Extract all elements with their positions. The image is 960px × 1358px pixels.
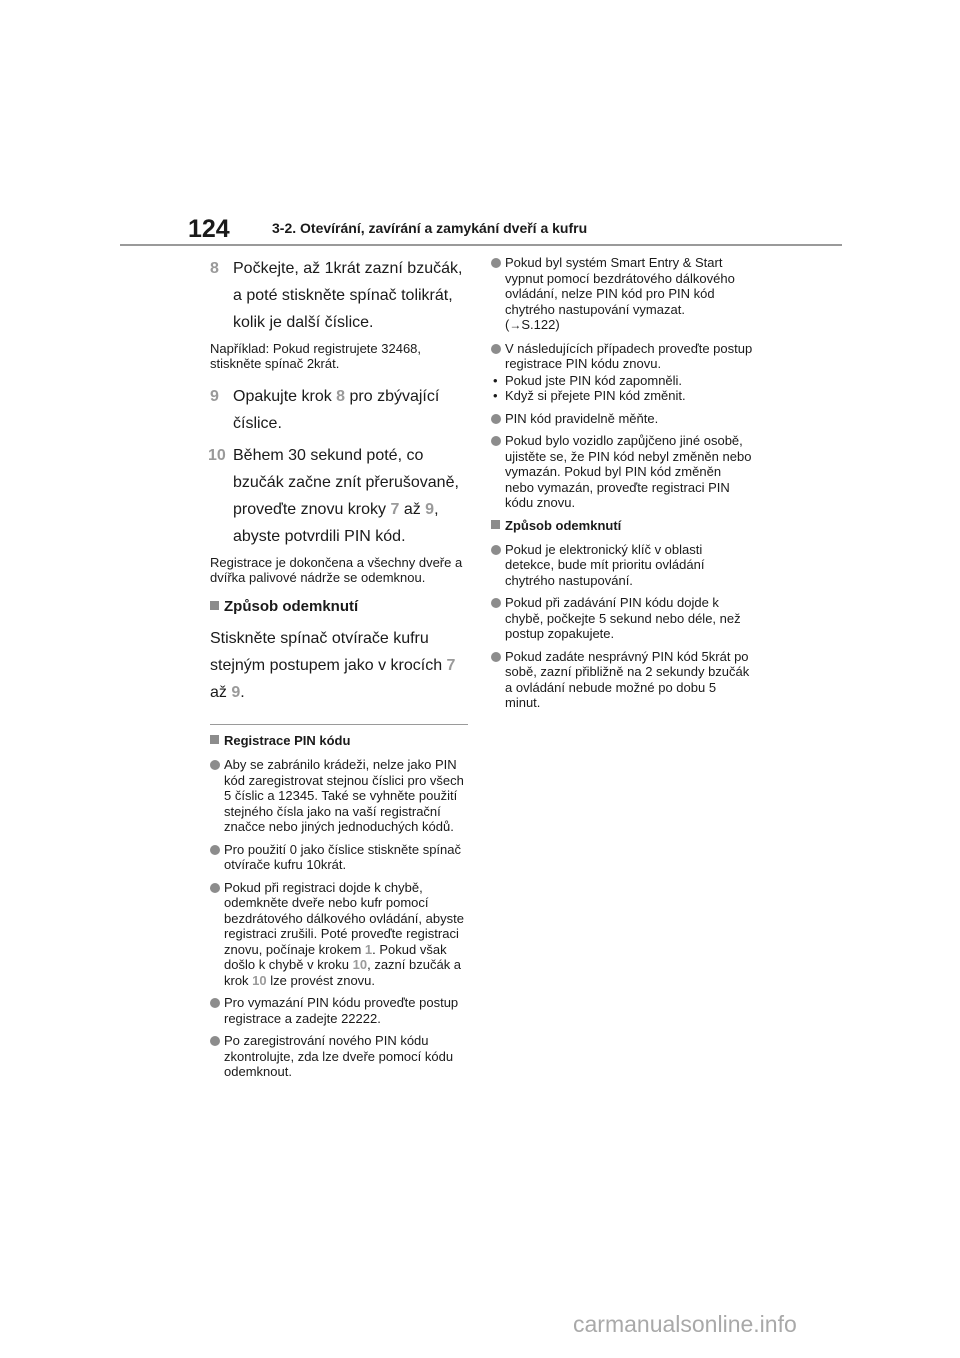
circle-bullet-icon	[210, 1036, 220, 1046]
square-bullet-icon	[210, 735, 219, 744]
circle-bullet-icon	[491, 344, 501, 354]
step-reference: 10	[252, 972, 267, 988]
list-item-text: Pokud při registraci dojde k chybě, odemkněte dveře nebo kufr pomocí bezdrátového dálkového ovládání, abyste registraci zrušili. Poté proveďte registraci znovu, počínaje krokem	[224, 879, 464, 957]
step-number: 9	[210, 388, 219, 405]
list-item	[491, 595, 753, 642]
step-reference: 1	[364, 941, 373, 957]
header-divider	[120, 244, 842, 246]
page-header	[120, 212, 842, 246]
heading-text: Způsob odemknutí	[505, 517, 622, 533]
section-divider	[210, 724, 468, 725]
arrow-right-icon: →	[509, 318, 522, 332]
body-text: .	[240, 684, 245, 701]
circle-bullet-icon	[491, 436, 501, 446]
list-item-text: Pokud byl systém Smart Entry & Start vypnut pomocí bezdrátového dálkového ovládání, nelze PIN kód pro PIN kód chytrého nastupování vymazat.	[505, 255, 735, 317]
square-bullet-icon	[491, 520, 500, 529]
step-reference: 7	[390, 501, 400, 518]
heading-text: Způsob odemknutí	[224, 598, 359, 615]
circle-bullet-icon	[491, 598, 501, 608]
step-text: až	[399, 501, 426, 518]
step-text: Opakujte krok	[233, 388, 337, 405]
circle-bullet-icon	[210, 845, 220, 855]
step-10	[210, 442, 470, 550]
list-item-text: Pokud při zadávání PIN kódu dojde k chybě, počkejte 5 sekund nebo déle, než postup zopakujete.	[505, 595, 741, 641]
step-number: 8	[210, 260, 219, 277]
sub-list-text: Když si přejete PIN kód změnit.	[505, 388, 686, 403]
circle-bullet-icon	[210, 760, 220, 770]
list-item	[491, 341, 753, 372]
step-reference: 7	[446, 657, 456, 674]
step-reference: 9	[231, 684, 241, 701]
circle-bullet-icon	[491, 414, 501, 424]
list-item-text: Pokud zadáte nesprávný PIN kód 5krát po sobě, zazní přibližně na 2 sekundy bzučák a ovládání nebude možné po dobu 5 minut.	[505, 648, 750, 710]
list-item-text: Aby se zabránilo krádeži, nelze jako PIN kód zaregistrovat stejnou číslici pro všech 5 číslic a 12345. Také se vyhněte použití stejného čísla jako na vaší registrační značce nebo jiných jednoduchých kódů.	[224, 757, 464, 834]
page-number: 124	[188, 215, 230, 243]
list-item	[491, 649, 753, 711]
dot-marker: •	[493, 388, 498, 403]
list-item-text: , zazní bzučák a krok	[224, 957, 462, 988]
sub-list	[491, 373, 753, 404]
circle-bullet-icon	[210, 998, 220, 1008]
sub-list-text: Pokud jste PIN kód zapomněli.	[505, 372, 683, 388]
left-column	[210, 255, 470, 1087]
list-item	[210, 880, 470, 989]
list-item-text: PIN kód pravidelně měňte.	[505, 410, 659, 426]
list-item-text: Pro vymazání PIN kódu proveďte postup registrace a zadejte 22222.	[224, 995, 459, 1026]
paren: (	[505, 317, 510, 332]
list-item	[210, 1033, 470, 1080]
list-item	[210, 757, 470, 835]
list-item-text: lze provést znovu.	[266, 972, 376, 988]
unlock-method-heading	[210, 597, 470, 617]
step-text: Během 30 sekund poté, co bzučák začne znít přerušovaně, proveďte znovu kroky	[233, 447, 459, 518]
list-item	[210, 995, 470, 1026]
list-item-text: . Pokud však došlo k chybě v kroku	[224, 941, 447, 972]
unlock-method-heading	[491, 518, 753, 534]
circle-bullet-icon	[491, 545, 501, 555]
list-item	[491, 433, 753, 511]
list-item	[491, 542, 753, 589]
step-text: Počkejte, až 1krát zazní bzučák, a poté stiskněte spínač tolikrát, kolik je další číslice.	[233, 260, 463, 331]
paren: )	[555, 317, 560, 332]
list-item-text: Po zaregistrování nového PIN kódu zkontrolujte, zda lze dveře pomocí kódu odemknout.	[224, 1033, 454, 1079]
list-item	[491, 411, 753, 427]
section-title: 3-2. Otevírání, zavírání a zamykání dveří a kufru	[272, 220, 588, 236]
list-item-text: Pokud je elektronický klíč v oblasti detekce, bude mít prioritu ovládání chytrého nastupování.	[505, 541, 705, 588]
circle-bullet-icon	[491, 652, 501, 662]
sub-list-item	[491, 388, 753, 404]
step-8	[210, 255, 470, 336]
reference-text: S.122	[521, 317, 556, 332]
right-column	[491, 255, 753, 718]
step-8-note: Například: Pokud registrujete 32468, stiskněte spínač 2krát.	[210, 341, 422, 371]
body-text: až	[210, 684, 232, 701]
square-bullet-icon	[210, 601, 219, 610]
page-reference[interactable]	[505, 317, 560, 332]
heading-text: Registrace PIN kódu	[224, 733, 351, 748]
step-text: , abyste potvrdili PIN kód.	[233, 501, 439, 545]
pin-registration-heading	[210, 733, 470, 749]
list-item-text: V následujících případech proveďte postup registrace PIN kódu znovu.	[505, 340, 753, 371]
list-item	[210, 842, 470, 873]
circle-bullet-icon	[491, 258, 501, 268]
list-item-text: Pokud bylo vozidlo zapůjčeno jiné osobě, ujistěte se, že PIN kód nebyl změněn nebo vymazán. Pokud byl PIN kód změněn nebo vymazán, proveďte registraci PIN kódu znovu.	[505, 433, 752, 510]
watermark: carmanualsonline.info	[573, 1311, 797, 1337]
circle-bullet-icon	[210, 883, 220, 893]
step-reference: 10	[352, 957, 368, 972]
body-text: Stiskněte spínač otvírače kufru stejným postupem jako v krocích	[210, 630, 447, 674]
list-item-text: Pro použití 0 jako číslice stiskněte spínač otvírače kufru 10krát.	[224, 841, 462, 872]
step-10-note: Registrace je dokončena a všechny dveře a dvířka palivové nádrže se odemknou.	[210, 555, 463, 585]
step-reference: 9	[425, 501, 435, 518]
step-9	[210, 383, 470, 437]
step-text: pro zbývající číslice.	[233, 388, 440, 432]
unlock-method-text	[210, 625, 470, 706]
step-number: 10	[208, 447, 226, 464]
list-item	[491, 255, 753, 334]
step-reference: 8	[336, 388, 346, 405]
sub-list-item	[491, 373, 753, 389]
dot-marker: •	[493, 372, 498, 388]
